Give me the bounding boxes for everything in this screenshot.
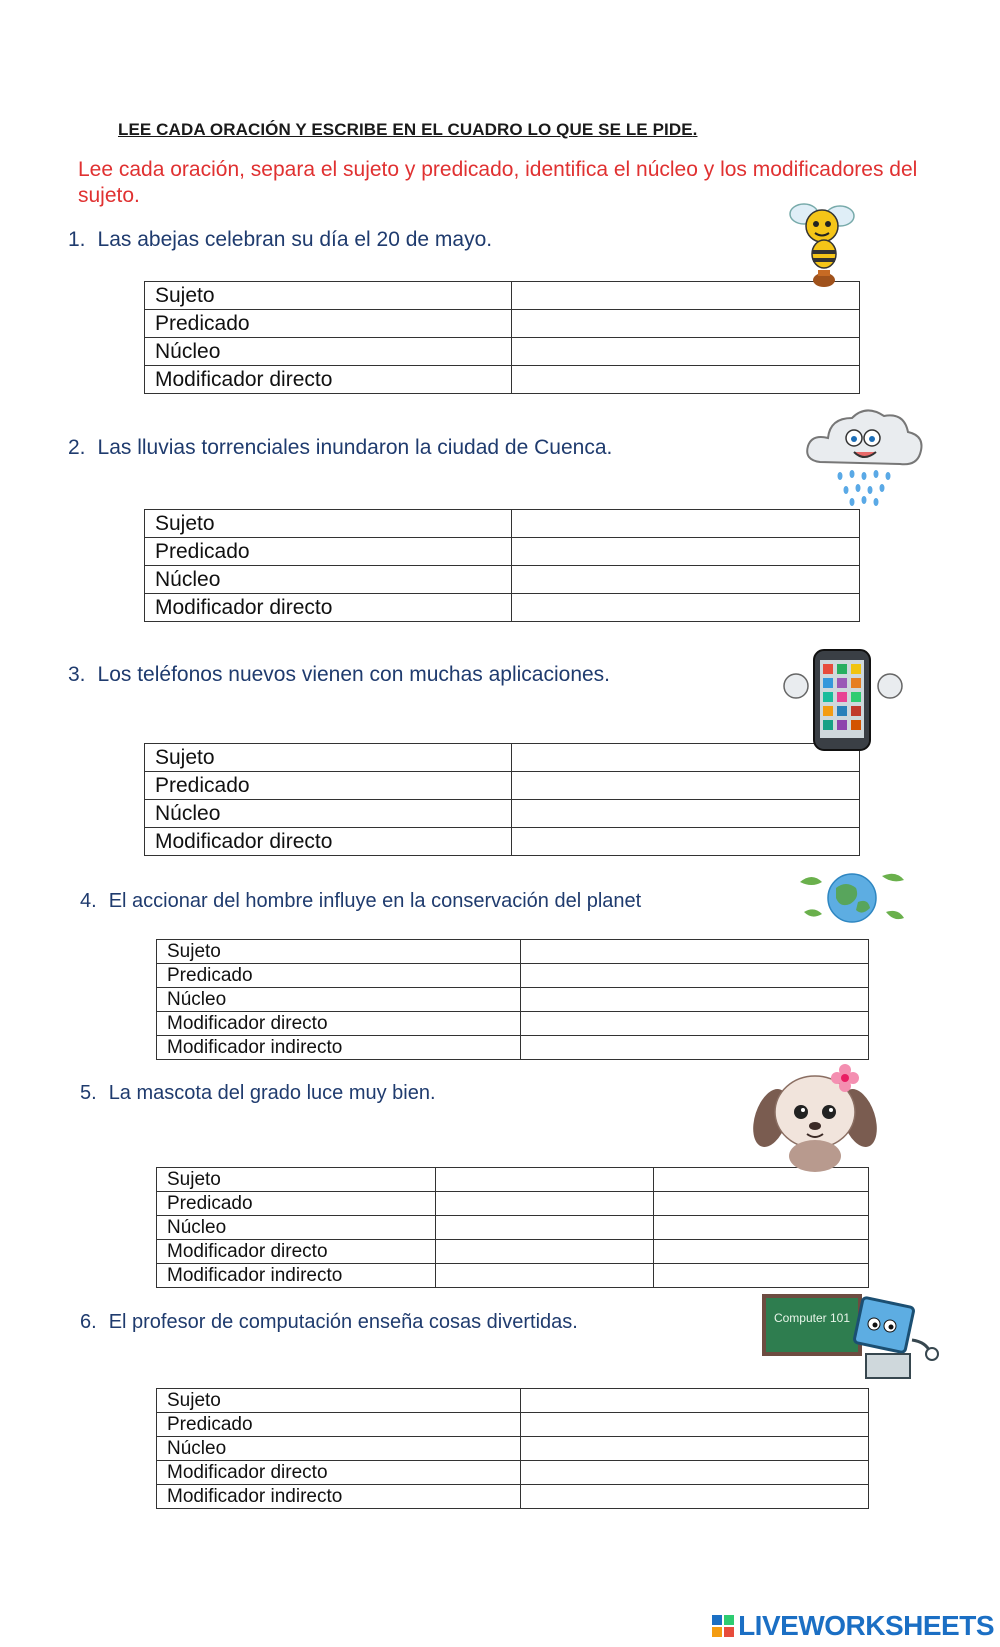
row-label: Sujeto [145,510,512,538]
answer-cell[interactable] [512,510,860,538]
liveworksheets-logo [712,1610,994,1642]
question-2: 2. Las lluvias torrenciales inundaron la ciudad de Cuenca. [68,436,613,459]
board-text: Computer 101 [773,1311,851,1325]
row-label: Predicado [157,964,521,988]
answer-cell[interactable] [654,1192,869,1216]
logo-mark-icon [712,1615,734,1637]
answer-table-1 [144,281,860,394]
answer-table-5 [156,1167,869,1288]
row-label: Sujeto [157,940,521,964]
answer-cell[interactable] [521,1485,869,1509]
answer-cell[interactable] [436,1216,654,1240]
answer-cell[interactable] [512,366,860,394]
row-label: Sujeto [145,744,512,772]
answer-cell[interactable] [512,772,860,800]
row-label: Núcleo [145,800,512,828]
answer-cell[interactable] [521,964,869,988]
row-label: Núcleo [145,338,512,366]
row-label: Modificador indirecto [157,1485,521,1509]
question-6: 6. El profesor de computación enseña cosas divertidas. [80,1311,578,1333]
answer-cell[interactable] [521,1389,869,1413]
answer-cell[interactable] [512,800,860,828]
answer-cell[interactable] [436,1264,654,1288]
row-label: Predicado [145,772,512,800]
row-label: Modificador directo [145,366,512,394]
answer-table-4 [156,939,869,1060]
row-label: Sujeto [157,1389,521,1413]
answer-table-6 [156,1388,869,1509]
row-label: Núcleo [157,1437,521,1461]
row-label: Modificador directo [157,1461,521,1485]
question-4: 4. El accionar del hombre influye en la conservación del planet [80,890,642,912]
answer-table-2 [144,509,860,622]
answer-cell[interactable] [521,1012,869,1036]
brand-name: LIVEWORKSHEETS [738,1610,994,1641]
row-label: Predicado [145,310,512,338]
bee-icon [782,196,872,288]
question-3: 3. Los teléfonos nuevos vienen con muchas aplicaciones. [68,663,611,686]
row-label: Predicado [145,538,512,566]
row-label: Sujeto [145,282,512,310]
answer-cell[interactable] [512,338,860,366]
row-label: Modificador indirecto [157,1264,436,1288]
answer-cell[interactable] [521,988,869,1012]
answer-cell[interactable] [521,1036,869,1060]
row-label: Modificador directo [145,594,512,622]
row-label: Predicado [157,1413,521,1437]
rain-cloud-icon [800,402,928,506]
computer-icon [762,1292,942,1392]
smartphone-icon [778,646,908,754]
earth-icon [796,868,908,928]
answer-cell[interactable] [521,1461,869,1485]
row-label: Sujeto [157,1168,436,1192]
worksheet-title: LEE CADA ORACIÓN Y ESCRIBE EN EL CUADRO LO QUE SE LE PIDE. [118,120,698,139]
answer-cell[interactable] [512,538,860,566]
answer-cell[interactable] [436,1192,654,1216]
answer-cell[interactable] [512,828,860,856]
instructions: Lee cada oración, separa el sujeto y predicado, identifica el núcleo y los modificadores del sujeto. [78,158,918,207]
answer-table-3 [144,743,860,856]
row-label: Núcleo [145,566,512,594]
answer-cell[interactable] [512,310,860,338]
answer-cell[interactable] [654,1216,869,1240]
row-label: Predicado [157,1192,436,1216]
row-label: Modificador directo [145,828,512,856]
answer-cell[interactable] [521,1413,869,1437]
answer-cell[interactable] [436,1240,654,1264]
row-label: Núcleo [157,988,521,1012]
answer-cell[interactable] [512,566,860,594]
answer-cell[interactable] [436,1168,654,1192]
row-label: Modificador directo [157,1012,521,1036]
answer-cell[interactable] [521,940,869,964]
answer-cell[interactable] [512,594,860,622]
row-label: Núcleo [157,1216,436,1240]
puppy-icon [745,1062,885,1174]
answer-cell[interactable] [521,1437,869,1461]
question-1: 1. Las abejas celebran su día el 20 de mayo. [68,228,493,251]
row-label: Modificador indirecto [157,1036,521,1060]
question-5: 5. La mascota del grado luce muy bien. [80,1082,436,1104]
row-label: Modificador directo [157,1240,436,1264]
answer-cell[interactable] [654,1240,869,1264]
answer-cell[interactable] [654,1264,869,1288]
